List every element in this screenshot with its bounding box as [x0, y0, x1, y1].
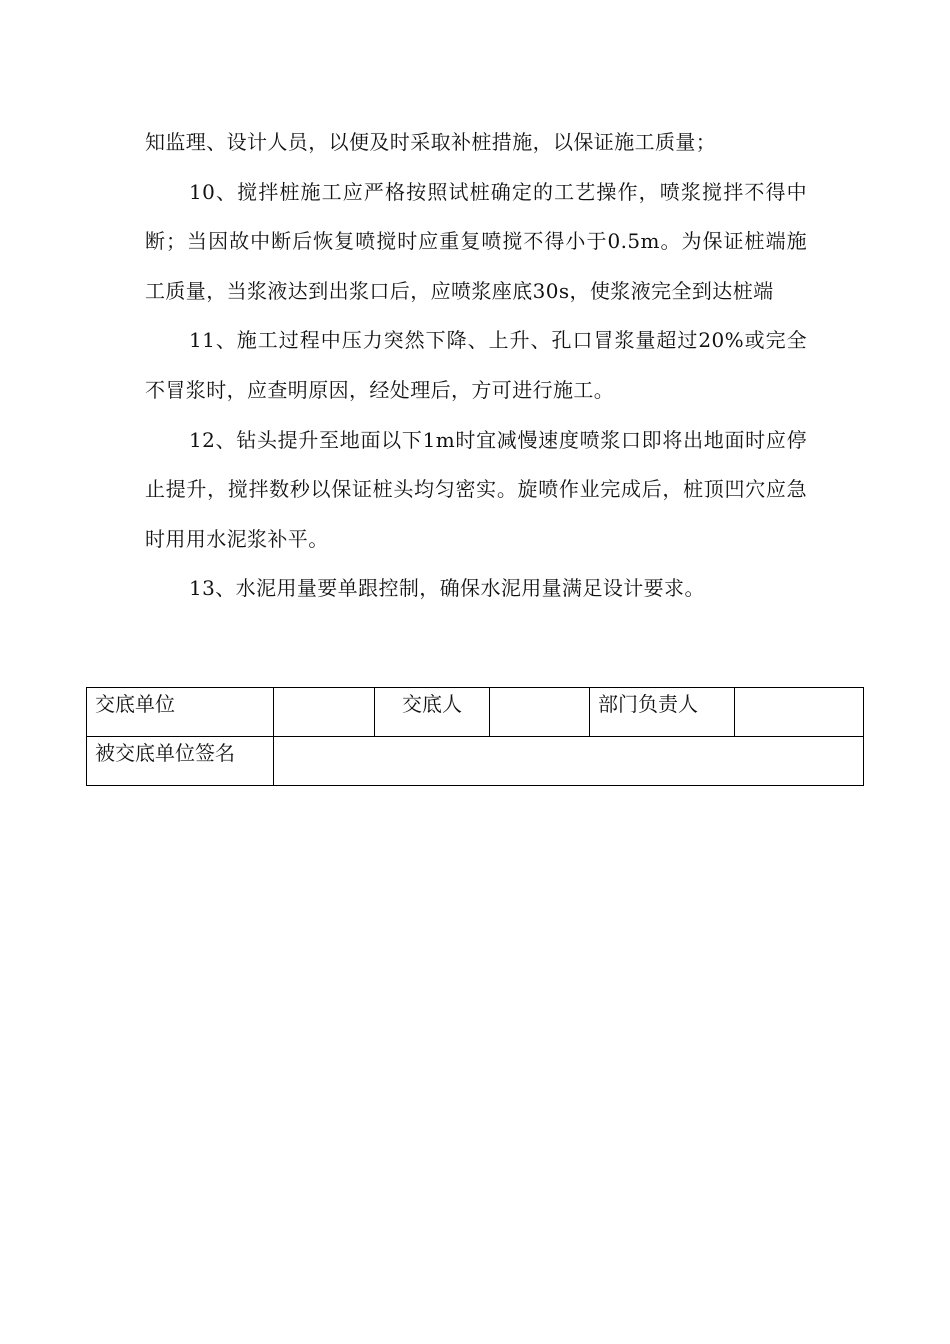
signature-table — [86, 687, 864, 786]
handover-person-label: 交底人 — [375, 688, 490, 737]
recipient-sign-value[interactable] — [274, 737, 864, 786]
body-text — [145, 118, 807, 614]
paragraph-item-13: 13、水泥用量要单跟控制，确保水泥用量满足设计要求。 — [189, 576, 705, 601]
recipient-sign-label: 被交底单位签名 — [87, 737, 274, 786]
dept-head-label: 部门负责人 — [590, 688, 735, 737]
dept-head-value[interactable] — [735, 688, 864, 737]
handover-unit-value[interactable] — [274, 688, 375, 737]
paragraph-item-11: 11、施工过程中压力突然下降、上升、孔口冒浆量超过20%或完全不冒浆时，应查明原因，经处理后，方可进行施工。 — [145, 328, 807, 402]
paragraph-item-10: 10、搅拌桩施工应严格按照试桩确定的工艺操作，喷浆搅拌不得中断；当因故中断后恢复喷搅时应重复喷搅不得小于0.5m。为保证桩端施工质量，当浆液达到出浆口后，应喷浆座底30s，使浆液完全到达桩端 — [145, 179, 807, 303]
signature-table-row-1 — [87, 688, 864, 737]
paragraph-continuation: 知监理、设计人员，以便及时采取补桩措施，以保证施工质量； — [145, 130, 717, 154]
handover-unit-label: 交底单位 — [87, 688, 274, 737]
handover-person-value[interactable] — [490, 688, 590, 737]
paragraph-item-12: 12、钻头提升至地面以下1m时宜减慢速度喷浆口即将出地面时应停止提升，搅拌数秒以保证桩头均匀密实。旋喷作业完成后，桩顶凹穴应急时用用水泥浆补平。 — [145, 427, 807, 551]
signature-table-row-2 — [87, 737, 864, 786]
